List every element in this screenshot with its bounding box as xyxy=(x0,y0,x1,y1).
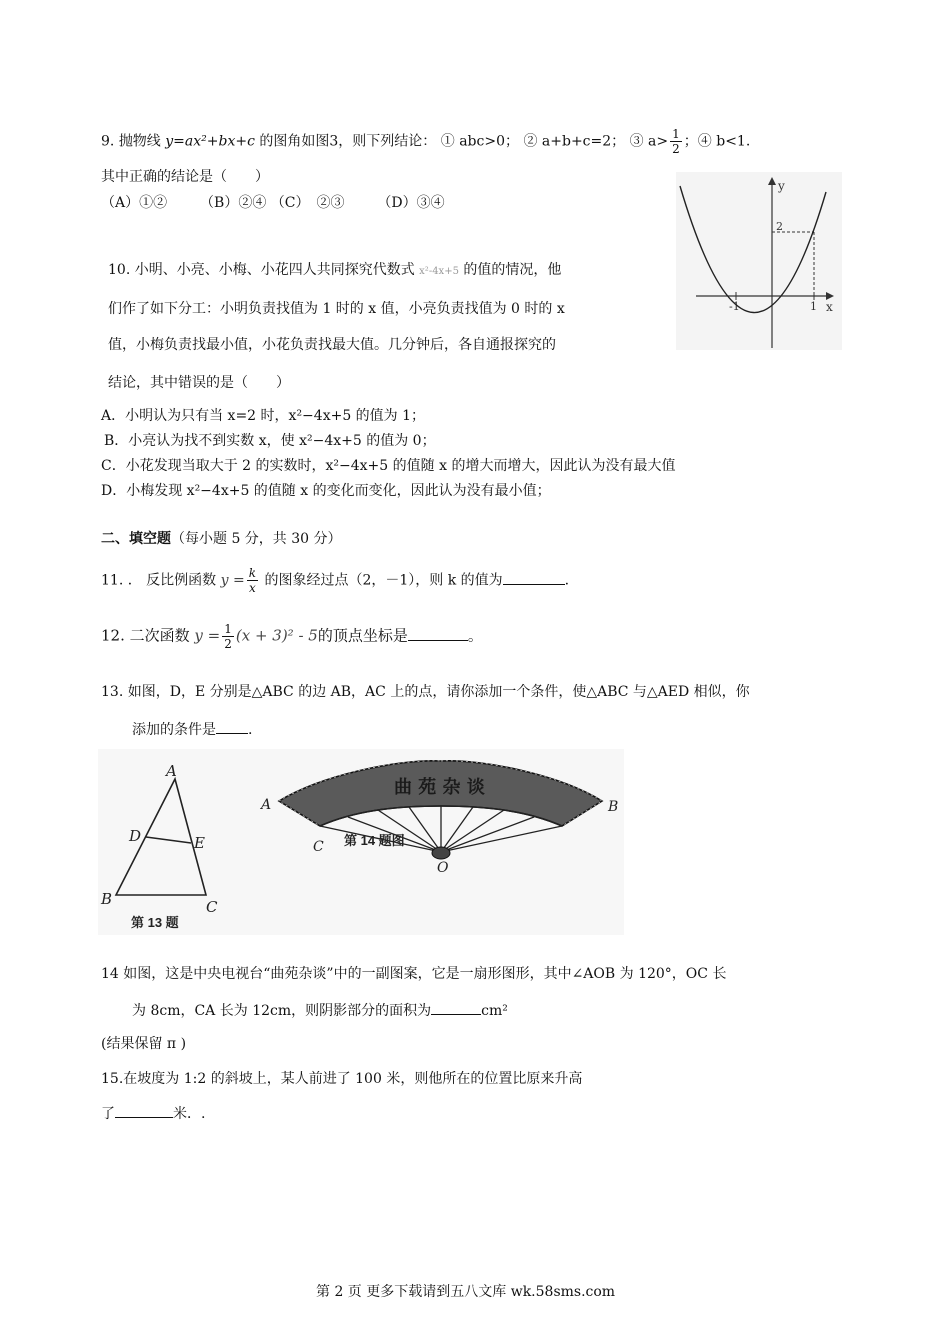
fan-inscription: 曲 苑 杂 谈 xyxy=(394,777,485,798)
answer-blank xyxy=(115,1103,173,1118)
q14-line2: 为 8cm，CA 长为 12cm，则阴影部分的面积为 cm² xyxy=(132,1000,508,1020)
q15-line2: 了 米．. xyxy=(101,1103,205,1123)
q9-option-c: （C） ②③ xyxy=(270,195,345,211)
y-axis-label: y xyxy=(778,179,785,193)
fraction-one-half: $\frac{1}{2}$ xyxy=(224,622,232,651)
parabola-figure xyxy=(676,172,842,350)
q9-option-d: （D）③④ xyxy=(377,195,445,211)
tick-label-1: 1 xyxy=(810,300,817,313)
q11: 11. ． 反比例函数 y = $\frac{k}{x}$ 的图象经过点（2，－1），则 k 的值为 . xyxy=(101,566,570,595)
q9-line1: 9. 抛物线 y=ax²+bx+c 的图角如图3，则下列结论： ① abc>0； ② a+b+c=2； ③ a> $\frac{1}{2}$ ；④ b<1. xyxy=(101,127,751,156)
svg-text:A: A xyxy=(166,762,177,780)
svg-text:B: B xyxy=(608,799,619,815)
section-heading: 二、填空题（每小题 5 分，共 30 分） xyxy=(101,531,342,547)
q9-option-b: （B）②④ xyxy=(200,195,267,211)
q13-line1: 13. 如图，D，E 分别是△ABC 的边 AB，AC 上的点，请你添加一个条件，使△ABC 与△AED 相似，你 xyxy=(101,684,750,700)
q10-option-b: B．小亮认为找不到实数 x，使 x²−4x+5 的值为 0； xyxy=(104,433,436,449)
answer-blank xyxy=(216,719,248,734)
q10-option-a: A．小明认为只有当 x=2 时，x²−4x+5 的值为 1； xyxy=(101,408,426,424)
q9-options xyxy=(101,192,445,212)
tick-label-neg1: -1 xyxy=(729,300,740,313)
answer-blank xyxy=(431,1000,481,1015)
svg-text:D: D xyxy=(129,827,142,845)
fraction-k-over-x: $\frac{k}{x}$ xyxy=(248,566,256,595)
figure-13-caption: 第 13 题 xyxy=(131,915,179,930)
q10-line2: 们作了如下分工：小明负责找值为 1 时的 x 值，小亮负责找值为 0 时的 x xyxy=(108,301,565,317)
answer-blank xyxy=(408,626,468,641)
q14-line3: (结果保留 π ) xyxy=(101,1036,187,1052)
q15-line1: 15.在坡度为 1:2 的斜坡上，某人前进了 100 米，则他所在的位置比原来升高 xyxy=(101,1071,583,1087)
svg-text:O: O xyxy=(437,860,449,876)
q13-line2: 添加的条件是 . xyxy=(132,719,252,739)
page-footer: 第 2 页 更多下载请到五八文库 wk.58sms.com xyxy=(316,1284,616,1300)
svg-text:A: A xyxy=(261,797,272,813)
figure-13-14 xyxy=(98,749,624,935)
svg-text:E: E xyxy=(194,834,205,852)
tick-label-2: 2 xyxy=(776,220,783,233)
q12: 12. 二次函数 y = $\frac{1}{2}$ (x + 3)² - 5的顶点坐标是 。 xyxy=(101,622,483,651)
q9-line2: 其中正确的结论是（ ） xyxy=(101,169,269,185)
fraction-one-half: $\frac{1}{2}$ xyxy=(672,127,680,156)
q9-option-a: （A）①② xyxy=(101,195,168,211)
q10-line3: 值，小梅负责找最小值，小花负责找最大值。几分钟后，各自通报探究的 xyxy=(108,337,556,353)
q14-line1: 14 如图，这是中央电视台“曲苑杂谈”中的一副图案，它是一扇形图形，其中∠AOB 为 120°，OC 长 xyxy=(101,966,727,982)
svg-text:C: C xyxy=(206,898,218,916)
q10-line4: 结论，其中错误的是（ ） xyxy=(108,375,290,391)
svg-text:B: B xyxy=(101,890,113,908)
q10-option-c: C．小花发现当取大于 2 的实数时，x²−4x+5 的值随 x 的增大而增大，因此认为没有最大值 xyxy=(101,458,676,474)
answer-blank xyxy=(503,570,565,585)
figure-14-caption: 第 14 题图 xyxy=(344,833,405,848)
q10-option-d: D．小梅发现 x²−4x+5 的值随 x 的变化而变化，因此认为没有最小值； xyxy=(101,483,551,499)
svg-text:C: C xyxy=(313,839,324,855)
x-axis-label: x xyxy=(826,300,833,314)
q10-line1: 10. 小明、小亮、小梅、小花四人共同探究代数式 x²-4x+5 的值的情况，他 xyxy=(108,262,562,278)
